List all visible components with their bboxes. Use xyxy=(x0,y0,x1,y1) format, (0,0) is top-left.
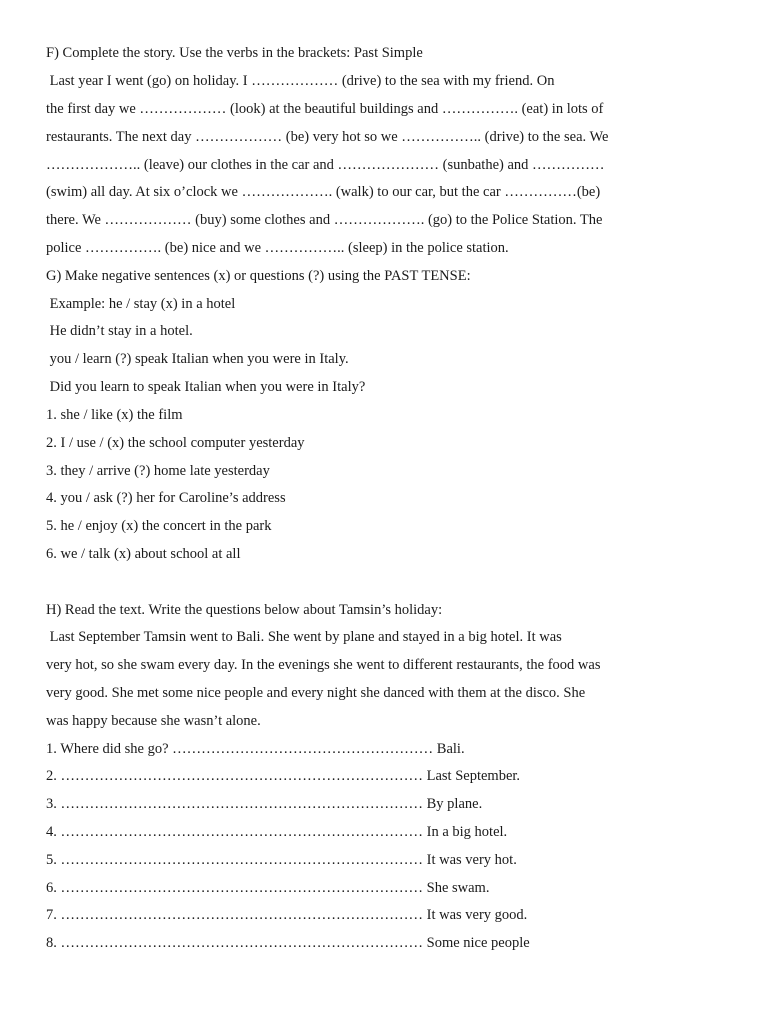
example-line: Did you learn to speak Italian when you were in Italy? xyxy=(46,379,366,395)
reading-text-line: Last September Tamsin went to Bali. She went by plane and stayed in a big hotel. It was xyxy=(46,629,562,645)
exercise-item: 6. we / talk (x) about school at all xyxy=(46,546,241,562)
question-line: 8. ………………………………………………………………… Some nice people xyxy=(46,935,530,951)
reading-text-line: was happy because she wasn’t alone. xyxy=(46,713,261,729)
question-line: 6. ………………………………………………………………… She swam. xyxy=(46,880,490,896)
story-line: (swim) all day. At six o’clock we ………………. (walk) to our car, but the car ……………(be) xyxy=(46,184,601,200)
question-line: 4. ………………………………………………………………… In a big hotel. xyxy=(46,824,508,840)
story-line: police ……………. (be) nice and we …………….. (sleep) in the police station. xyxy=(46,240,509,256)
story-line: there. We ……………… (buy) some clothes and ………………. (go) to the Police Station. The xyxy=(46,212,603,228)
section-f-heading: F) Complete the story. Use the verbs in the brackets: Past Simple xyxy=(46,45,423,61)
section-g-heading: G) Make negative sentences (x) or questions (?) using the PAST TENSE: xyxy=(46,268,471,284)
question-line: 7. ………………………………………………………………… It was very good. xyxy=(46,907,528,923)
exercise-item: 1. she / like (x) the film xyxy=(46,407,183,423)
example-line: you / learn (?) speak Italian when you were in Italy. xyxy=(46,351,349,367)
question-line: 2. ………………………………………………………………… Last September. xyxy=(46,768,521,784)
question-line: 5. ………………………………………………………………… It was very hot. xyxy=(46,852,517,868)
reading-text-line: very good. She met some nice people and every night she danced with them at the disco. She xyxy=(46,685,586,701)
story-line: restaurants. The next day ……………… (be) very hot so we …………….. (drive) to the sea. We xyxy=(46,129,609,145)
section-h-heading: H) Read the text. Write the questions below about Tamsin’s holiday: xyxy=(46,602,443,618)
story-line: the first day we ……………… (look) at the beautiful buildings and ……………. (eat) in lots of xyxy=(46,101,604,117)
story-line: ……………….. (leave) our clothes in the car and ………………… (sunbathe) and …………… xyxy=(46,157,605,173)
example-line: He didn’t stay in a hotel. xyxy=(46,323,193,339)
question-line: 1. Where did she go? ……………………………………………… Bali. xyxy=(46,741,465,757)
exercise-item: 2. I / use / (x) the school computer yesterday xyxy=(46,435,305,451)
story-line: Last year I went (go) on holiday. I ……………… (drive) to the sea with my friend. On xyxy=(46,73,555,89)
exercise-item: 3. they / arrive (?) home late yesterday xyxy=(46,463,270,479)
reading-text-line: very hot, so she swam every day. In the evenings she went to different restaurants, the food was xyxy=(46,657,601,673)
exercise-item: 4. you / ask (?) her for Caroline’s address xyxy=(46,490,286,506)
exercise-item: 5. he / enjoy (x) the concert in the park xyxy=(46,518,272,534)
question-line: 3. ………………………………………………………………… By plane. xyxy=(46,796,483,812)
example-line: Example: he / stay (x) in a hotel xyxy=(46,296,236,312)
